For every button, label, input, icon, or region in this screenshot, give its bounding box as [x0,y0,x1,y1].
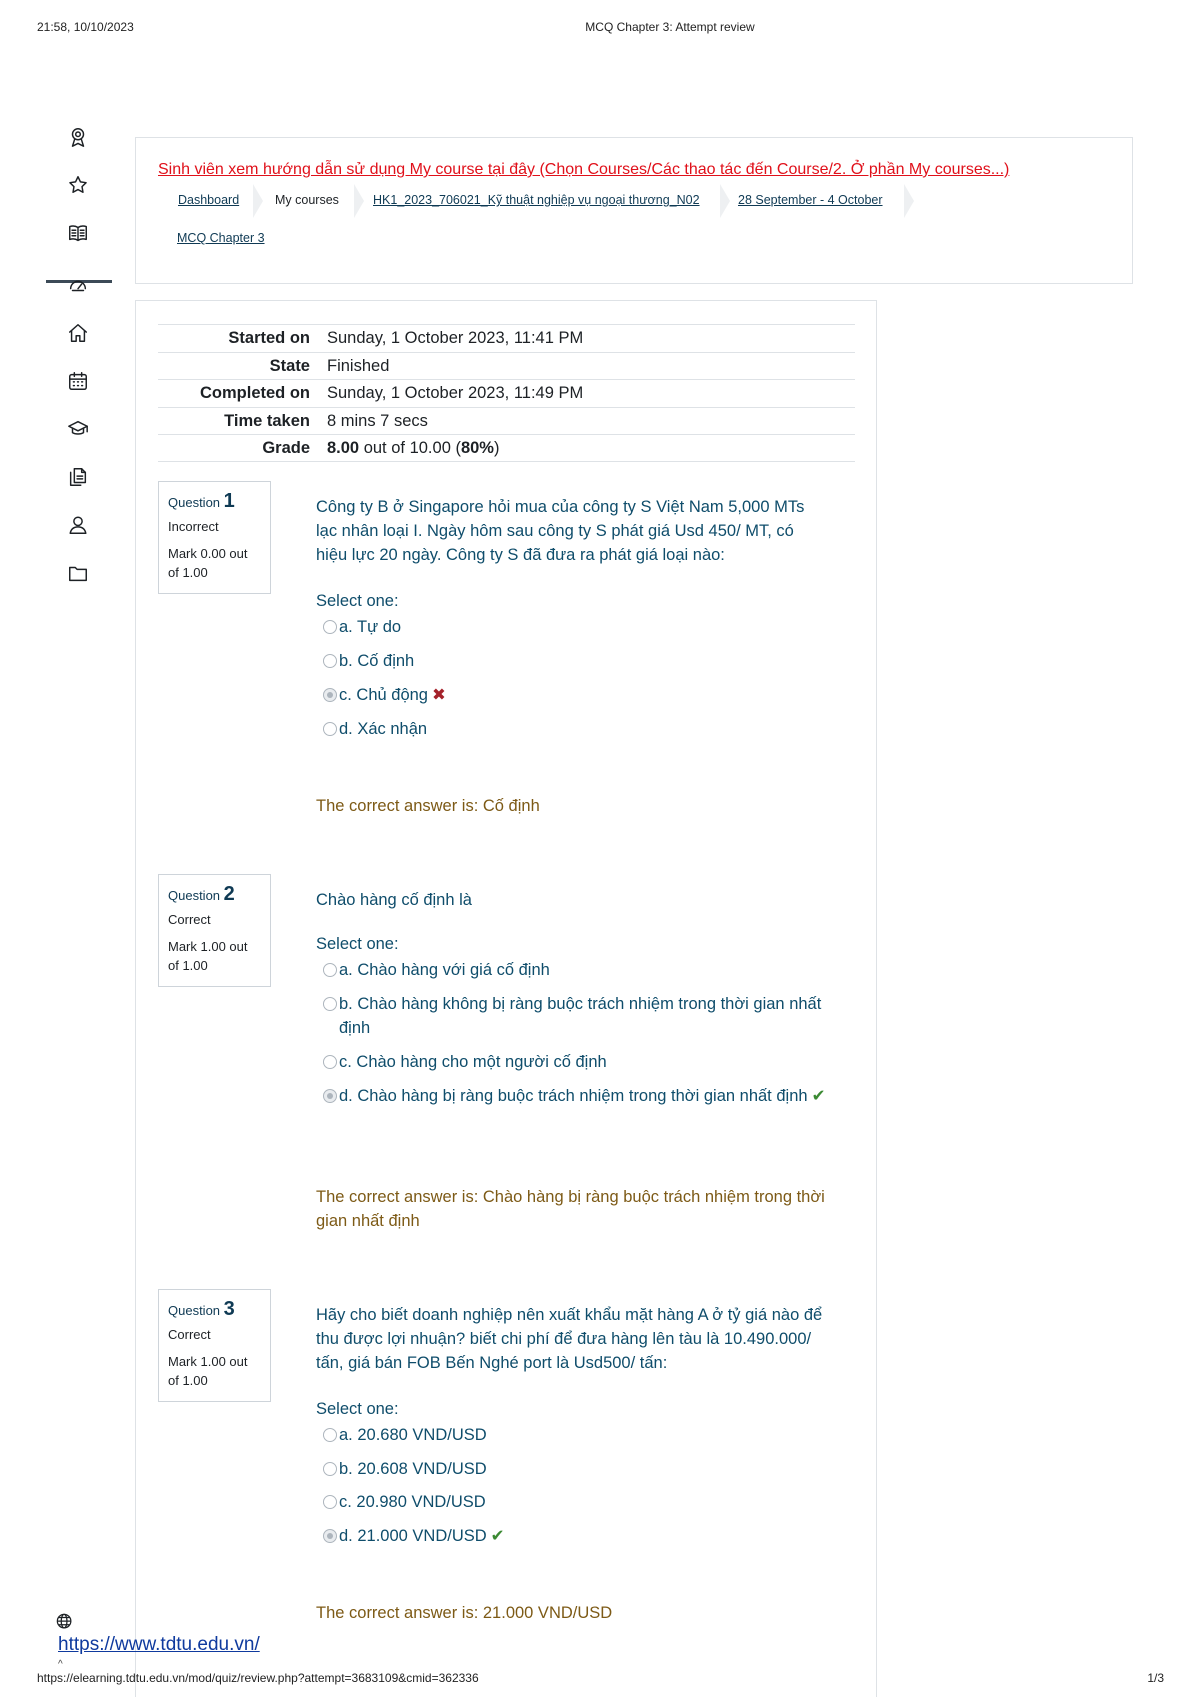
summary-row-grade [158,434,855,462]
print-page-title: MCQ Chapter 3: Attempt review [585,20,755,34]
answer-option[interactable] [323,1490,833,1514]
summary-label: Completed on [200,384,310,402]
option-label: c. 20.980 VND/USD [339,1493,486,1511]
summary-label: Started on [228,329,310,347]
option-label: d. 21.000 VND/USD [339,1527,487,1545]
radio-button[interactable] [323,1462,337,1476]
print-url: https://elearning.tdtu.edu.vn/mod/quiz/review.php?attempt=3683109&cmid=362336 [37,1671,479,1685]
option-label: d. Xác nhận [339,720,428,738]
summary-row-started [158,324,855,352]
question-prefix: Question [168,888,224,903]
radio-button-checked[interactable] [323,1529,337,1543]
select-one-label: Select one: [316,1400,399,1418]
answer-option-selected[interactable] [323,1084,833,1108]
print-page-number: 1/3 [1147,1671,1164,1685]
answer-option[interactable] [323,649,833,673]
radio-button[interactable] [323,997,337,1011]
grade-percent: 80% [460,439,494,457]
question-info-box [158,874,271,987]
option-label: d. Chào hàng bị ràng buộc trách nhiệm trong thời gian nhất định [339,1087,808,1105]
print-timestamp: 21:58, 10/10/2023 [37,20,134,34]
grade-out-of: out of 10.00 ( [359,439,461,457]
radio-button[interactable] [323,722,337,736]
question-text: Chào hàng cố định là [316,891,472,909]
answer-option[interactable] [323,992,833,1040]
summary-value: Sunday, 1 October 2023, 11:49 PM [327,384,584,402]
option-label: b. Chào hàng không bị ràng buộc trách nhiệm trong thời gian nhất định [339,995,822,1037]
radio-button-checked[interactable] [323,1089,337,1103]
option-label: a. Chào hàng với giá cố định [339,961,550,979]
attempt-summary-table [158,324,855,462]
answer-option[interactable] [323,1423,833,1447]
correct-answer-feedback: The correct answer is: Chào hàng bị ràng buộc trách nhiệm trong thời gian nhất định [316,1188,825,1230]
answer-option[interactable] [323,717,833,741]
calendar-icon[interactable] [63,366,93,396]
graduation-cap-icon[interactable] [63,414,93,444]
print-header [0,20,1200,38]
folder-icon[interactable] [63,558,93,588]
quiz-review-region [135,300,877,1697]
radio-button[interactable] [323,654,337,668]
course-guide-notice-link[interactable]: Sinh viên xem hướng dẫn sử dụng My course tại đây (Chọn Courses/Các thao tác đến Course/2. Ở phần My courses...) [158,161,1010,178]
breadcrumb-separator [253,184,263,218]
correct-check-icon: ✔ [811,1087,826,1105]
answer-option-selected[interactable] [323,1524,833,1548]
question-number-value: 1 [223,490,235,512]
radio-button[interactable] [323,1495,337,1509]
award-icon[interactable] [63,122,93,152]
home-icon[interactable] [63,318,93,348]
breadcrumb-my-courses: My courses [275,193,339,207]
question-info-box [158,1289,271,1402]
correct-answer-feedback: The correct answer is: Cố định [316,797,540,815]
radio-button[interactable] [323,1428,337,1442]
summary-label: Time taken [224,411,310,430]
question-number-value: 2 [223,883,235,905]
question-number [168,1298,261,1321]
user-icon[interactable] [63,510,93,540]
star-icon[interactable] [63,170,93,200]
select-one-label: Select one: [316,592,399,610]
breadcrumb-dashboard[interactable]: Dashboard [178,193,240,207]
question-mark: Mark 0.00 out of 1.00 [168,546,248,580]
answer-option-selected[interactable] [323,683,833,707]
question-prefix: Question [168,495,224,510]
caret-up-icon: ^ [58,1659,63,1670]
option-label: a. 20.680 VND/USD [339,1426,487,1444]
answer-option[interactable] [323,615,833,639]
answer-option[interactable] [323,1457,833,1481]
summary-value: 8 mins 7 secs [327,411,428,430]
radio-button[interactable] [323,1055,337,1069]
page-header [135,137,1133,284]
answer-option[interactable] [323,1050,833,1074]
option-label: b. 20.608 VND/USD [339,1460,487,1478]
incorrect-x-icon: ✖ [431,686,446,704]
radio-button[interactable] [323,620,337,634]
option-label: a. Tự do [339,618,402,636]
breadcrumb-section[interactable]: 28 September - 4 October [738,193,883,207]
question-number [168,883,261,906]
question-mark: Mark 1.00 out of 1.00 [168,1354,248,1388]
option-label: c. Chủ động [339,686,428,704]
question-number [168,490,261,513]
summary-row-time-taken [158,407,855,435]
breadcrumb-separator [354,184,364,218]
correct-answer-feedback: The correct answer is: 21.000 VND/USD [316,1604,613,1622]
radio-button[interactable] [323,963,337,977]
grade-close: ) [493,439,500,457]
files-icon[interactable] [63,462,93,492]
question-text: Hãy cho biết doanh nghiệp nên xuất khẩu mặt hàng A ở tỷ giá nào để thu được lợi nhuận? biết chi phí để đưa hàng lên tàu là 10.490.000/ tấn, giá bán FOB Bến Nghé port là Usd500/ tấn: [316,1306,823,1372]
breadcrumb-course[interactable]: HK1_2023_706021_Kỹ thuật nghiệp vụ ngoại thương_N02 [373,193,700,207]
summary-label: State [269,356,310,375]
answer-option[interactable] [323,958,833,982]
question-number-value: 3 [223,1298,235,1320]
correct-check-icon: ✔ [490,1527,505,1545]
summary-row-completed [158,379,855,407]
summary-value: Sunday, 1 October 2023, 11:41 PM [327,329,584,347]
question-info-box [158,481,271,594]
university-website-link[interactable]: https://www.tdtu.edu.vn/ [58,1634,260,1655]
grade-value [327,439,499,458]
summary-label: Grade [262,439,310,457]
breadcrumb-separator [904,184,914,218]
breadcrumb-separator [720,184,730,218]
question-state: Correct [168,912,211,927]
option-label: b. Cố định [339,652,415,670]
book-icon[interactable] [63,218,93,248]
question-mark: Mark 1.00 out of 1.00 [168,939,248,973]
question-state: Incorrect [168,519,219,534]
globe-icon [56,1613,76,1633]
question-state: Correct [168,1327,211,1342]
option-label: c. Chào hàng cho một người cố định [339,1053,607,1071]
summary-row-state [158,352,855,380]
breadcrumb-quiz[interactable]: MCQ Chapter 3 [177,231,265,245]
print-footer [0,1671,1200,1689]
summary-value: Finished [327,356,390,375]
grade-score: 8.00 [327,439,360,457]
dashboard-icon[interactable] [63,270,93,300]
question-prefix: Question [168,1303,224,1318]
select-one-label: Select one: [316,935,399,953]
radio-button-checked[interactable] [323,688,337,702]
question-text: Công ty B ở Singapore hỏi mua của công ty S Việt Nam 5,000 MTs lạc nhân loại I. Ngày hôm sau công ty S phát giá Usd 450/ MT, có hiệu lực 20 ngày. Công ty S đã đưa ra phát giá loại nào: [316,498,805,564]
